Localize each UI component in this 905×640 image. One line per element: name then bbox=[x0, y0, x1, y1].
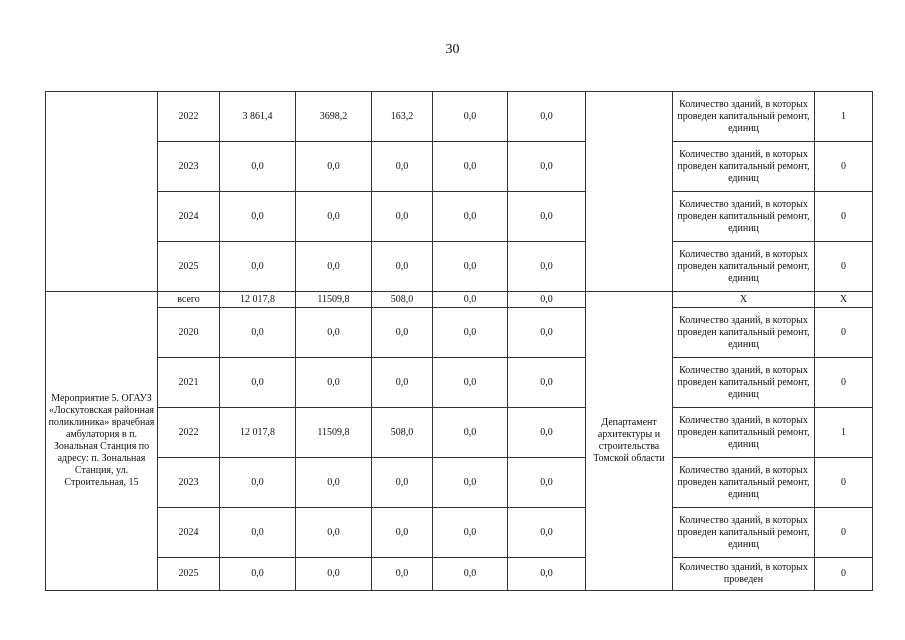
regional-budget-cell: 0,0 bbox=[372, 508, 433, 558]
total-funding-cell: 0,0 bbox=[220, 508, 296, 558]
local-budget-cell: 0,0 bbox=[433, 292, 508, 308]
other-sources-cell: 0,0 bbox=[508, 242, 586, 292]
table-row bbox=[46, 192, 873, 242]
regional-budget-cell: 508,0 bbox=[372, 292, 433, 308]
year-cell: 2021 bbox=[158, 358, 220, 408]
table-row bbox=[46, 242, 873, 292]
year-cell: 2022 bbox=[158, 92, 220, 142]
other-sources-cell: 0,0 bbox=[508, 458, 586, 508]
executor-cell-continued bbox=[586, 92, 673, 292]
indicator-cell: Количество зданий, в которых проведен капитальный ремонт, единиц bbox=[673, 458, 815, 508]
measure-cell-continued bbox=[46, 92, 158, 292]
page-number: 30 bbox=[445, 42, 460, 57]
federal-budget-cell: 0,0 bbox=[296, 358, 372, 408]
target-value-cell: 0 bbox=[815, 242, 873, 292]
target-value-cell: 1 bbox=[815, 92, 873, 142]
federal-budget-cell: 0,0 bbox=[296, 558, 372, 591]
regional-budget-cell: 0,0 bbox=[372, 308, 433, 358]
indicator-cell: Количество зданий, в которых проведен капитальный ремонт, единиц bbox=[673, 192, 815, 242]
regional-budget-cell: 163,2 bbox=[372, 92, 433, 142]
federal-budget-cell: 0,0 bbox=[296, 242, 372, 292]
table-row bbox=[46, 508, 873, 558]
total-funding-cell: 0,0 bbox=[220, 242, 296, 292]
total-funding-cell: 0,0 bbox=[220, 142, 296, 192]
local-budget-cell: 0,0 bbox=[433, 458, 508, 508]
local-budget-cell: 0,0 bbox=[433, 358, 508, 408]
indicator-cell: Количество зданий, в которых проведен капитальный ремонт, единиц bbox=[673, 242, 815, 292]
table-row bbox=[46, 142, 873, 192]
local-budget-cell: 0,0 bbox=[433, 408, 508, 458]
indicator-cell: Количество зданий, в которых проведен капитальный ремонт, единиц bbox=[673, 508, 815, 558]
other-sources-cell: 0,0 bbox=[508, 308, 586, 358]
federal-budget-cell: 0,0 bbox=[296, 308, 372, 358]
year-cell: всего bbox=[158, 292, 220, 308]
target-value-cell: 0 bbox=[815, 358, 873, 408]
year-cell: 2022 bbox=[158, 408, 220, 458]
federal-budget-cell: 0,0 bbox=[296, 142, 372, 192]
local-budget-cell: 0,0 bbox=[433, 308, 508, 358]
federal-budget-cell: 0,0 bbox=[296, 458, 372, 508]
table-row bbox=[46, 92, 873, 142]
year-cell: 2023 bbox=[158, 142, 220, 192]
year-cell: 2025 bbox=[158, 242, 220, 292]
other-sources-cell: 0,0 bbox=[508, 292, 586, 308]
total-funding-cell: 0,0 bbox=[220, 458, 296, 508]
measure-description: Мероприятие 5. ОГАУЗ «Лоскутовская районная поликлиника» врачебная амбулатория в п. Зональная Станция по адресу: п. Зональная Станция, ул. Строительная, 15 bbox=[46, 292, 158, 591]
local-budget-cell: 0,0 bbox=[433, 92, 508, 142]
other-sources-cell: 0,0 bbox=[508, 358, 586, 408]
indicator-cell: Количество зданий, в которых проведен капитальный ремонт, единиц bbox=[673, 408, 815, 458]
table-row bbox=[46, 408, 873, 458]
federal-budget-cell: 0,0 bbox=[296, 192, 372, 242]
federal-budget-cell: 11509,8 bbox=[296, 292, 372, 308]
target-value-cell: 0 bbox=[815, 308, 873, 358]
year-cell: 2025 bbox=[158, 558, 220, 591]
year-cell: 2024 bbox=[158, 508, 220, 558]
table-row-total bbox=[46, 292, 873, 308]
federal-budget-cell: 3698,2 bbox=[296, 92, 372, 142]
table-row bbox=[46, 458, 873, 508]
total-funding-cell: 12 017,8 bbox=[220, 292, 296, 308]
local-budget-cell: 0,0 bbox=[433, 508, 508, 558]
regional-budget-cell: 0,0 bbox=[372, 192, 433, 242]
other-sources-cell: 0,0 bbox=[508, 192, 586, 242]
table-row bbox=[46, 558, 873, 591]
indicator-cell: Количество зданий, в которых проведен капитальный ремонт, единиц bbox=[673, 358, 815, 408]
target-value-cell: 0 bbox=[815, 192, 873, 242]
local-budget-cell: 0,0 bbox=[433, 192, 508, 242]
other-sources-cell: 0,0 bbox=[508, 508, 586, 558]
year-cell: 2020 bbox=[158, 308, 220, 358]
regional-budget-cell: 508,0 bbox=[372, 408, 433, 458]
other-sources-cell: 0,0 bbox=[508, 142, 586, 192]
regional-budget-cell: 0,0 bbox=[372, 458, 433, 508]
indicator-cell: Количество зданий, в которых проведен bbox=[673, 558, 815, 591]
executor-cell: Департамент архитектуры и строительства Томской области bbox=[586, 292, 673, 591]
total-funding-cell: 0,0 bbox=[220, 192, 296, 242]
local-budget-cell: 0,0 bbox=[433, 142, 508, 192]
year-cell: 2024 bbox=[158, 192, 220, 242]
target-value-cell: 0 bbox=[815, 142, 873, 192]
target-value-cell: 1 bbox=[815, 408, 873, 458]
indicator-cell: X bbox=[673, 292, 815, 308]
year-cell: 2023 bbox=[158, 458, 220, 508]
target-value-cell: 0 bbox=[815, 558, 873, 591]
indicator-cell: Количество зданий, в которых проведен капитальный ремонт, единиц bbox=[673, 308, 815, 358]
target-value-cell: 0 bbox=[815, 508, 873, 558]
regional-budget-cell: 0,0 bbox=[372, 558, 433, 591]
table-row bbox=[46, 308, 873, 358]
total-funding-cell: 3 861,4 bbox=[220, 92, 296, 142]
indicator-cell: Количество зданий, в которых проведен капитальный ремонт, единиц bbox=[673, 92, 815, 142]
target-value-cell: 0 bbox=[815, 458, 873, 508]
federal-budget-cell: 0,0 bbox=[296, 508, 372, 558]
other-sources-cell: 0,0 bbox=[508, 558, 586, 591]
regional-budget-cell: 0,0 bbox=[372, 358, 433, 408]
total-funding-cell: 0,0 bbox=[220, 308, 296, 358]
total-funding-cell: 0,0 bbox=[220, 358, 296, 408]
target-value-cell: X bbox=[815, 292, 873, 308]
other-sources-cell: 0,0 bbox=[508, 92, 586, 142]
total-funding-cell: 0,0 bbox=[220, 558, 296, 591]
other-sources-cell: 0,0 bbox=[508, 408, 586, 458]
local-budget-cell: 0,0 bbox=[433, 242, 508, 292]
regional-budget-cell: 0,0 bbox=[372, 142, 433, 192]
indicator-cell: Количество зданий, в которых проведен капитальный ремонт, единиц bbox=[673, 142, 815, 192]
table-row bbox=[46, 358, 873, 408]
regional-budget-cell: 0,0 bbox=[372, 242, 433, 292]
total-funding-cell: 12 017,8 bbox=[220, 408, 296, 458]
local-budget-cell: 0,0 bbox=[433, 558, 508, 591]
program-table bbox=[45, 91, 873, 591]
federal-budget-cell: 11509,8 bbox=[296, 408, 372, 458]
